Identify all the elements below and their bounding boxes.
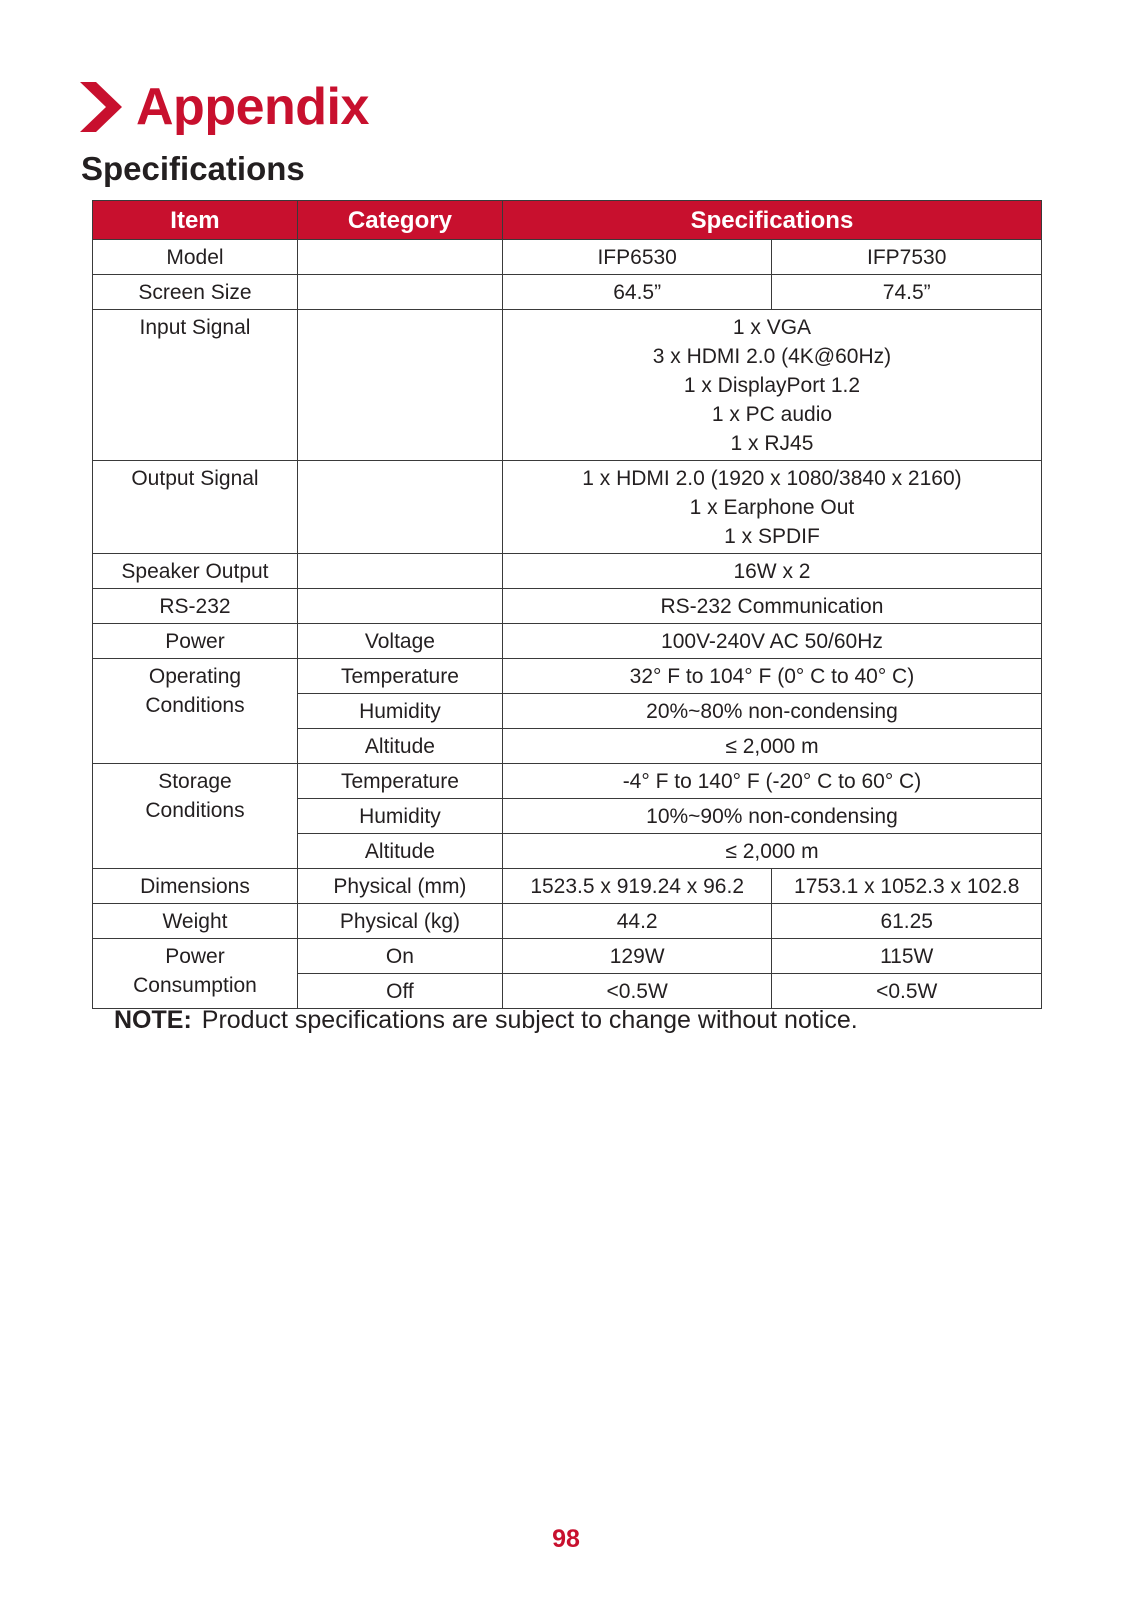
specifications-table (92, 200, 1042, 1009)
spec-cell: ≤ 2,000 m (502, 729, 1041, 764)
table-row (93, 240, 1042, 275)
item-line: Consumption (133, 974, 257, 997)
item-cell: Power (93, 624, 298, 659)
item-line: Conditions (145, 799, 245, 822)
note-label: NOTE: (114, 1006, 192, 1034)
page-number: 98 (552, 1525, 580, 1553)
spec-cell: 20%~80% non-condensing (502, 694, 1041, 729)
spec-line: 1 x RJ45 (730, 432, 814, 455)
table-row (93, 461, 1042, 554)
header-specifications: Specifications (502, 201, 1041, 240)
spec-cell: 44.2 (502, 904, 772, 939)
item-cell (93, 659, 298, 764)
item-cell: Screen Size (93, 275, 298, 310)
spec-line: 1 x DisplayPort 1.2 (683, 374, 861, 397)
item-line: Power (165, 945, 225, 968)
category-cell: Humidity (297, 694, 502, 729)
table-row (93, 904, 1042, 939)
item-line: Operating (148, 665, 242, 688)
spec-line: 1 x SPDIF (724, 525, 820, 548)
spec-line: 1 x PC audio (711, 403, 833, 426)
category-cell: On (297, 939, 502, 974)
spec-cell: 1753.1 x 1052.3 x 102.8 (772, 869, 1042, 904)
chapter-title: Appendix (136, 78, 369, 136)
spec-line: 1 x HDMI 2.0 (1920 x 1080/3840 x 2160) (582, 467, 962, 490)
spec-cell (502, 310, 1041, 461)
category-cell (297, 461, 502, 554)
item-line: Storage (158, 770, 232, 793)
table-row (93, 554, 1042, 589)
item-cell: Weight (93, 904, 298, 939)
spec-cell: 64.5” (502, 275, 772, 310)
category-cell: Physical (kg) (297, 904, 502, 939)
category-cell (297, 275, 502, 310)
item-cell: Input Signal (93, 310, 298, 461)
category-cell (297, 554, 502, 589)
spec-cell: 129W (502, 939, 772, 974)
category-cell: Humidity (297, 799, 502, 834)
category-cell: Voltage (297, 624, 502, 659)
item-cell: Speaker Output (93, 554, 298, 589)
spec-line: 1 x Earphone Out (689, 496, 855, 519)
category-cell: Altitude (297, 729, 502, 764)
spec-cell: <0.5W (772, 974, 1042, 1009)
spec-cell: 100V-240V AC 50/60Hz (502, 624, 1041, 659)
table-row (93, 764, 1042, 799)
category-cell: Temperature (297, 764, 502, 799)
spec-cell: <0.5W (502, 974, 772, 1009)
spec-line: 3 x HDMI 2.0 (4K@60Hz) (652, 345, 892, 368)
category-cell (297, 310, 502, 461)
spec-cell: IFP7530 (772, 240, 1042, 275)
table-row (93, 624, 1042, 659)
spec-line: 1 x VGA (732, 316, 812, 339)
header-item: Item (93, 201, 298, 240)
spec-cell: -4° F to 140° F (-20° C to 60° C) (502, 764, 1041, 799)
table-row (93, 869, 1042, 904)
spec-cell: 32° F to 104° F (0° C to 40° C) (502, 659, 1041, 694)
table-row (93, 589, 1042, 624)
spec-cell: 74.5” (772, 275, 1042, 310)
category-cell: Off (297, 974, 502, 1009)
spec-cell: 16W x 2 (502, 554, 1041, 589)
chapter-heading (80, 72, 369, 142)
spec-cell: ≤ 2,000 m (502, 834, 1041, 869)
category-cell: Temperature (297, 659, 502, 694)
spec-cell: 61.25 (772, 904, 1042, 939)
table-row (93, 939, 1042, 974)
category-cell: Altitude (297, 834, 502, 869)
table-row (93, 659, 1042, 694)
spec-cell: IFP6530 (502, 240, 772, 275)
category-cell: Physical (mm) (297, 869, 502, 904)
header-category: Category (297, 201, 502, 240)
category-cell (297, 240, 502, 275)
chevron-right-icon (80, 82, 122, 132)
spec-cell: RS-232 Communication (502, 589, 1041, 624)
item-cell: Dimensions (93, 869, 298, 904)
note-text: Product specifications are subject to change without notice. (201, 1006, 858, 1034)
item-cell: RS-232 (93, 589, 298, 624)
table-header-row (93, 201, 1042, 240)
table-row (93, 310, 1042, 461)
spec-cell (502, 461, 1041, 554)
item-cell (93, 939, 298, 1009)
item-cell: Output Signal (93, 461, 298, 554)
item-line: Conditions (145, 694, 245, 717)
note (114, 1006, 858, 1035)
table-row (93, 275, 1042, 310)
item-cell: Model (93, 240, 298, 275)
spec-cell: 10%~90% non-condensing (502, 799, 1041, 834)
item-cell (93, 764, 298, 869)
category-cell (297, 589, 502, 624)
section-title: Specifications (81, 150, 305, 187)
spec-cell: 1523.5 x 919.24 x 96.2 (502, 869, 772, 904)
spec-cell: 115W (772, 939, 1042, 974)
